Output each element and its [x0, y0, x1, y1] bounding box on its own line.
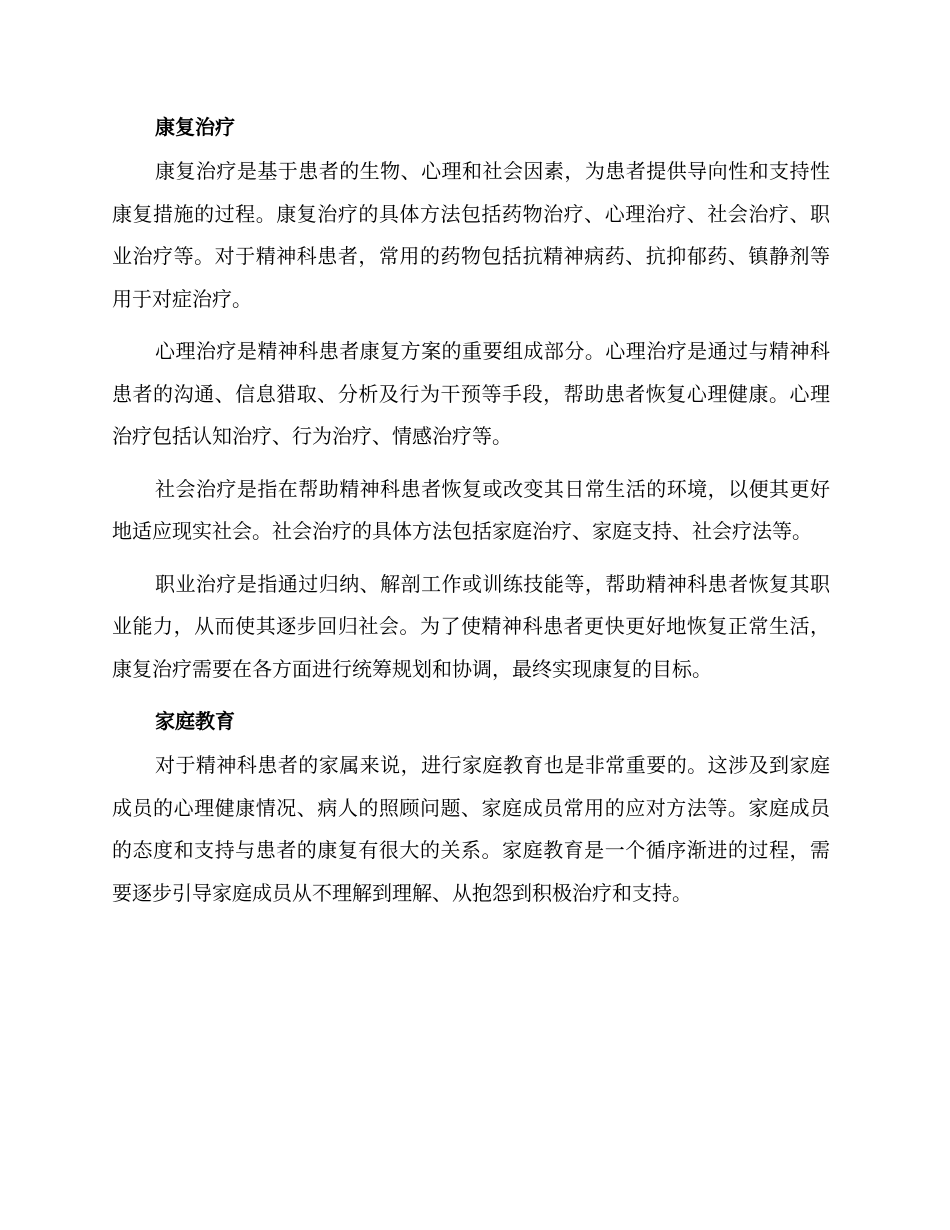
- paragraph: 对于精神科患者的家属来说，进行家庭教育也是非常重要的。这涉及到家庭成员的心理健康情况、病人的照顾问题、家庭成员常用的应对方法等。家庭成员的态度和支持与患者的康复有很大的关系。家庭教育是一个循序渐进的过程，需要逐步引导家庭成员从不理解到理解、从抱怨到积极治疗和支持。: [112, 753, 830, 905]
- section-rehabilitation: [112, 106, 830, 690]
- paragraph: 社会治疗是指在帮助精神科患者恢复或改变其日常生活的环境，以便其更好地适应现实社会。社会治疗的具体方法包括家庭治疗、家庭支持、社会疗法等。: [112, 476, 830, 543]
- section-family-education: [112, 700, 830, 914]
- paragraph: 心理治疗是精神科患者康复方案的重要组成部分。心理治疗是通过与精神科患者的沟通、信息猎取、分析及行为干预等手段，帮助患者恢复心理健康。心理治疗包括认知治疗、行为治疗、情感治疗等。: [112, 339, 830, 448]
- document-page: [112, 106, 830, 924]
- section-heading: 家庭教育: [155, 709, 235, 733]
- section-heading: 康复治疗: [155, 115, 235, 139]
- paragraph: 职业治疗是指通过归纳、解剖工作或训练技能等，帮助精神科患者恢复其职业能力，从而使其逐步回归社会。为了使精神科患者更快更好地恢复正常生活，康复治疗需要在各方面进行统筹规划和协调，最终实现康复的目标。: [112, 571, 830, 681]
- paragraph: 康复治疗是基于患者的生物、心理和社会因素，为患者提供导向性和支持性康复措施的过程。康复治疗的具体方法包括药物治疗、心理治疗、社会治疗、职业治疗等。对于精神科患者，常用的药物包括抗精神病药、抗抑郁药、镇静剂等用于对症治疗。: [112, 159, 830, 311]
